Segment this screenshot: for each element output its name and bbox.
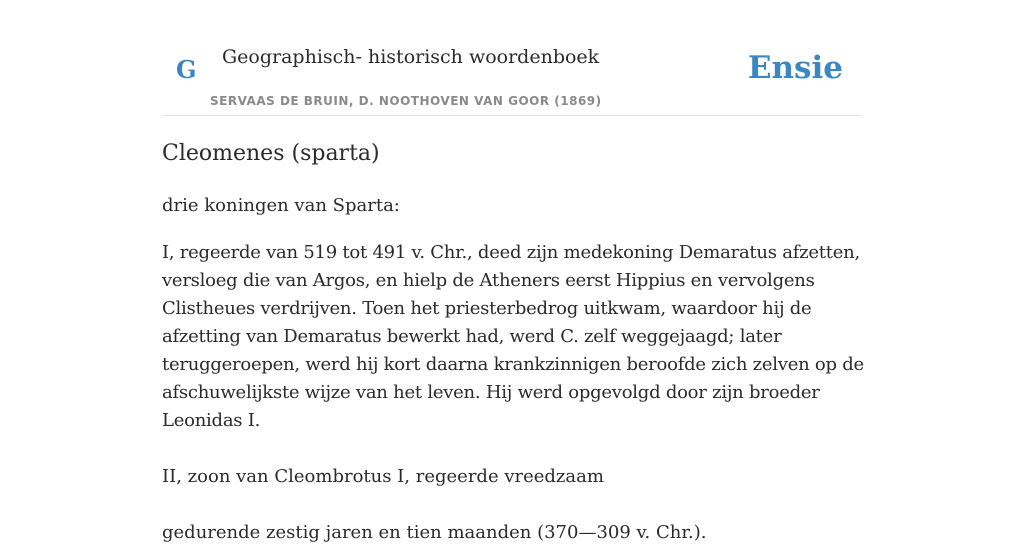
entry-title: Cleomenes (sparta) xyxy=(162,141,380,166)
book-title[interactable]: Geographisch- historisch woordenboek xyxy=(222,46,600,68)
entry-paragraph: II, zoon van Cleombrotus I, regeerde vreedzaam xyxy=(162,466,604,487)
book-authors: SERVAAS DE BRUIN, D. NOOTHOVEN VAN GOOR (1869) xyxy=(210,94,602,108)
entry-paragraph: gedurende zestig jaren en tien maanden (370—309 v. Chr.). xyxy=(162,522,707,543)
page-header xyxy=(162,40,862,116)
ensie-logo[interactable]: Ensie xyxy=(747,50,843,86)
entry-intro: drie koningen van Sparta: xyxy=(162,195,400,216)
book-logo-letter[interactable]: G xyxy=(176,55,197,84)
entry-content xyxy=(162,138,866,547)
entry-paragraph: I, regeerde van 519 tot 491 v. Chr., deed zijn medekoning Demaratus afzetten, versloeg die van Argos, en hielp de Atheners eerst Hippius en vervolgens Clistheues verdrijven. Toen het priesterbedrog uitkwam, waardoor hij de afzetting van Demaratus bewerkt had, werd C. zelf weggejaagd; later teruggeroepen, werd hij kort daarna krankzinnigen beroofde zich zelven op de afschuwelijkste wijze van het leven. Hij werd opgevolgd door zijn broeder Leonidas I. xyxy=(162,242,864,431)
